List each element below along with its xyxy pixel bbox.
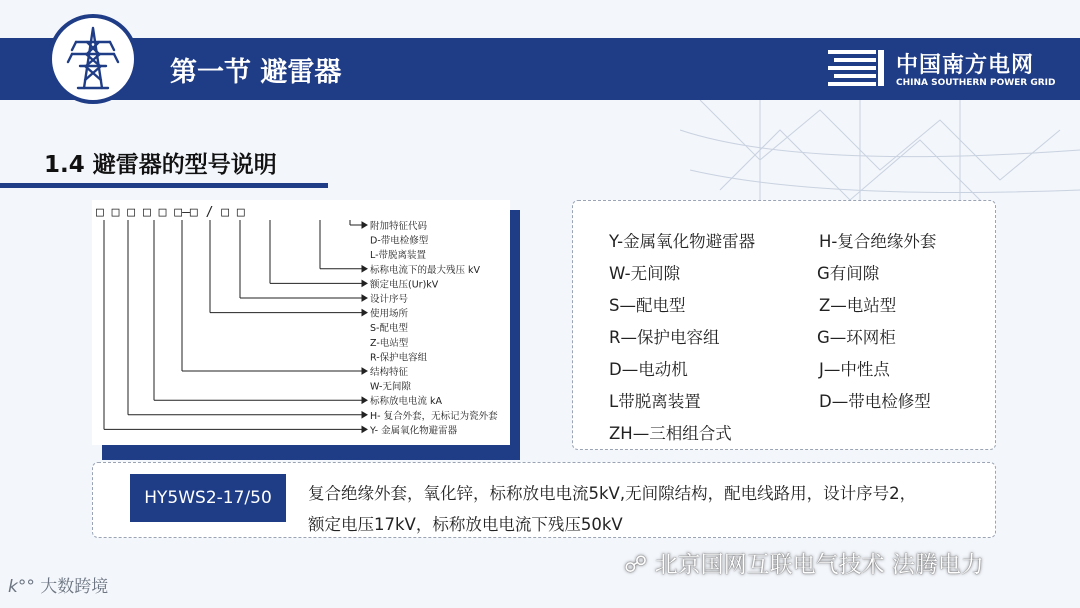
code-item: J—中性点 — [819, 360, 890, 379]
model-code-tree — [92, 200, 510, 445]
watermark-text: 北京国网互联电气技术 法腾电力 — [654, 552, 984, 578]
diagram-label: 额定电压(Ur)kV — [370, 279, 439, 291]
code-item: W-无间隙 — [609, 264, 681, 283]
diagram-label: W-无间隙 — [370, 381, 411, 393]
footer-logo-text: 大数跨境 — [40, 577, 109, 597]
arrow-head — [362, 310, 367, 316]
diagram-label: 结构特征 — [370, 367, 409, 378]
transmission-tower-icon — [58, 24, 128, 94]
watermark — [624, 546, 984, 579]
code-item: G有间隙 — [817, 264, 880, 283]
diagram-label: D-带电检修型 — [370, 235, 429, 247]
arrow-head — [362, 412, 367, 418]
diagram-label: 标称放电电流 kA — [370, 396, 443, 408]
diagram-label: 附加特征代码 — [370, 221, 428, 232]
code-item: S—配电型 — [609, 296, 686, 315]
logo-k100-icon: k°° — [8, 577, 35, 597]
model-code-template: □ □ □ □ □ □—□ / □ □ — [96, 205, 245, 220]
diagram-label: L-带脱离装置 — [370, 250, 427, 262]
diagram-label: Y- 金属氧化物避雷器 — [370, 425, 458, 437]
model-code-diagram — [92, 200, 510, 445]
code-item: R—保护电容组 — [609, 328, 720, 347]
diagram-label: R-保护电容组 — [370, 352, 428, 364]
arrow-head — [362, 397, 367, 403]
model-number-badge: HY5WS2-17/50 — [130, 474, 286, 522]
wechat-icon: ☍ — [624, 552, 648, 578]
code-item: L带脱离装置 — [609, 392, 701, 411]
diagram-label: 设计序号 — [370, 294, 409, 305]
code-legend — [572, 200, 996, 450]
code-item: D—电动机 — [609, 360, 688, 379]
code-item: D—带电检修型 — [819, 392, 931, 411]
diagram-label: Z-电站型 — [370, 337, 409, 349]
diagram-label: H- 复合外套，无标记为瓷外套 — [370, 410, 498, 422]
code-item: G—环网柜 — [817, 328, 896, 347]
example-description-line: 复合绝缘外套，氧化锌，标称放电电流5kV,无间隙结构，配电线路用，设计序号2， — [308, 484, 917, 503]
arrow-head — [362, 368, 367, 374]
example-description-line: 额定电压17kV，标称放电电流下残压50kV — [308, 515, 623, 534]
arrow-head — [362, 280, 367, 286]
code-item: H-复合绝缘外套 — [819, 232, 937, 251]
brand-logo — [828, 44, 1068, 94]
brand-name-cn: 中国南方电网 — [896, 53, 1035, 78]
section-underline — [0, 183, 328, 188]
arrow-head — [362, 222, 367, 228]
arrow-head — [362, 426, 367, 432]
csg-logo-icon — [828, 48, 888, 88]
diagram-label: 使用场所 — [370, 308, 409, 320]
tower-logo — [48, 14, 138, 104]
arrow-head — [362, 266, 367, 272]
section-title: 1.4 避雷器的型号说明 — [44, 152, 277, 178]
page-title: 第一节 避雷器 — [170, 57, 342, 88]
diagram-label: 标称电流下的最大残压 kV — [370, 264, 481, 276]
code-item: Z—电站型 — [819, 296, 897, 315]
code-item: Y-金属氧化物避雷器 — [609, 232, 756, 251]
diagram-label: S-配电型 — [370, 323, 408, 335]
brand-name-en: CHINA SOUTHERN POWER GRID — [896, 78, 1056, 88]
footer-logo — [8, 572, 108, 597]
code-item: ZH—三相组合式 — [609, 424, 732, 443]
arrow-head — [362, 295, 367, 301]
